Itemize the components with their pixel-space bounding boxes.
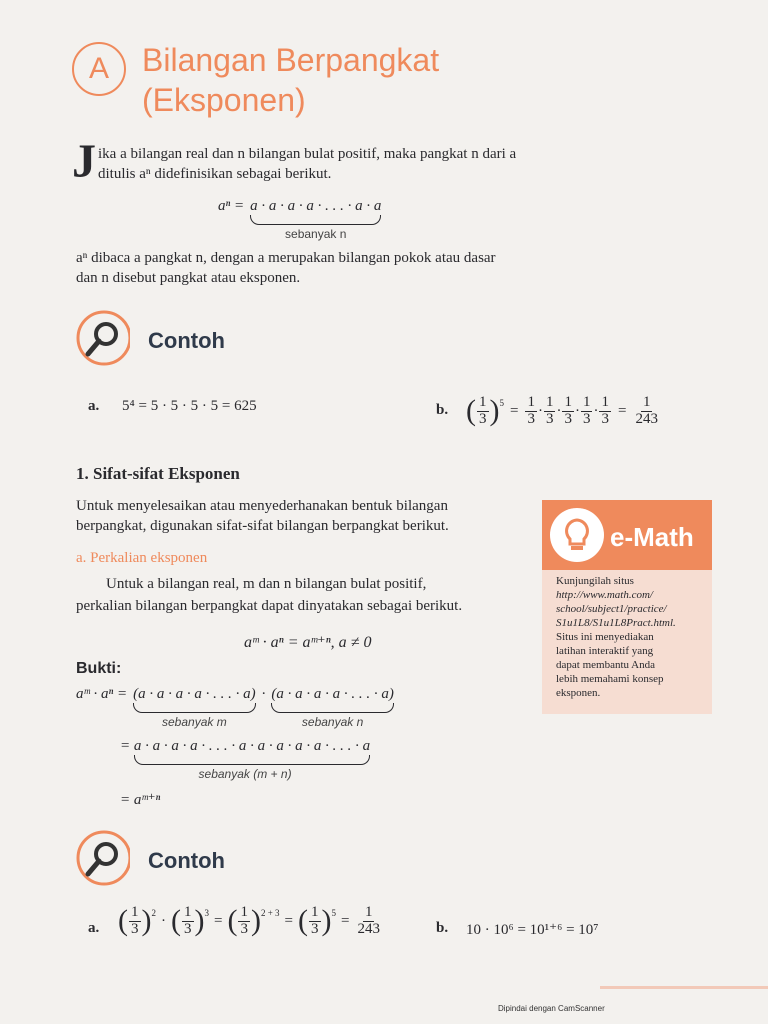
emath-banner (542, 500, 712, 570)
emath-body1: Situs ini menyediakan (556, 631, 654, 643)
section-title (142, 40, 439, 120)
magnifier-icon (74, 830, 130, 893)
intro-desc1: aⁿ dibaca a pangkat n, dengan a merupakan bilangan pokok atau dasar (76, 250, 496, 266)
sifat-para1: Untuk menyelesaikan atau menyederhanakan bentuk bilangan (76, 498, 448, 514)
bukti-brace2: sebanyak n (301, 715, 364, 729)
example2-b-expr: 10 · 10⁶ = 10¹⁺⁶ = 10⁷ (466, 922, 599, 938)
sifat-heading: 1. Sifat-sifat Eksponen (76, 464, 240, 483)
sub-para2: perkalian bilangan berpangkat dapat dinyatakan sebagai berikut. (76, 598, 463, 614)
sub-heading: a. Perkalian eksponen (76, 550, 208, 566)
emath-url3[interactable]: S1u1L8/S1u1L8Pract.html. (556, 617, 676, 629)
bukti-brace1: sebanyak m (162, 715, 227, 729)
bukti-label: Bukti: (76, 660, 122, 677)
formula-brace-label: sebanyak n (285, 227, 347, 241)
sifat-para2: berpangkat, digunakan sifat-sifat bilangan berpangkat berikut. (76, 518, 449, 534)
b-result-num: 1 (642, 393, 651, 410)
emath-text (556, 574, 676, 700)
formula-brace (250, 215, 381, 225)
scanner-footer: Dipindai dengan CamScanner (498, 1004, 605, 1013)
emath-url1[interactable]: http://www.math.com/ (556, 589, 653, 601)
section-title-line2: (Eksponen) (142, 82, 306, 118)
formula-brace-group (250, 198, 381, 241)
sub-para1: Untuk a bilangan real, m dan n bilangan bulat positif, (106, 576, 427, 592)
intro-line1: ika a bilangan real dan n bilangan bulat positif, maka pangkat n dari a (98, 146, 517, 162)
formula-lhs: aⁿ = (218, 198, 245, 214)
intro-desc2: dan n disebut pangkat atau eksponen. (76, 270, 301, 286)
emath-box (542, 500, 712, 714)
example-b-expr: ( $\frac{1}{3}$ ) $^5$ = $\frac{1}{3}$ · $\frac{1}{3}$ · $\frac{1}{3}$ · $\frac{1}{3}$ · $\frac{1}{3}$ = $\frac{1}{243}$ (466, 393, 658, 427)
example2-a-label: a. (88, 920, 100, 936)
emath-title: e-Math (610, 522, 694, 552)
dropcap: J (72, 135, 96, 188)
example-a-expr: 5⁴ = 5 · 5 · 5 · 5 = 625 (122, 398, 257, 414)
emath-line1: Kunjungilah situs (556, 575, 634, 587)
emath-body3: dapat membantu Anda (556, 659, 655, 671)
magnifier-icon (74, 310, 130, 373)
bukti-group1: (a · a · a · a · . . . · a) sebanyak m (133, 686, 256, 729)
b-num: 1 (479, 393, 487, 410)
formula-product: a · a · a · a · . . . · a · a (250, 198, 382, 214)
multiplication-rule: aᵐ · aⁿ = aᵐ⁺ⁿ, a ≠ 0 (244, 634, 372, 651)
example-b-label: b. (436, 402, 449, 418)
page-edge-divider (600, 986, 768, 989)
b-result-den: 243 (635, 410, 658, 427)
lightbulb-icon (550, 508, 604, 562)
definition-formula (218, 198, 381, 241)
bukti-line3: = aᵐ⁺ⁿ (120, 792, 161, 808)
bukti-brace3: sebanyak (m + n) (198, 767, 292, 781)
contoh-label: Contoh (148, 848, 225, 873)
emath-body2: latihan interaktif yang (556, 645, 654, 657)
section-badge (72, 42, 126, 96)
bukti-group2: (a · a · a · a · . . . · a) sebanyak n (271, 686, 394, 729)
b-den: 3 (479, 410, 487, 427)
section-title-line1: Bilangan Berpangkat (142, 42, 440, 78)
example-a-label: a. (88, 398, 100, 414)
b-exp: 5 (499, 398, 504, 408)
example2-b-label: b. (436, 920, 449, 936)
bukti-line2: = a · a · a · a · . . . · a · a · a · a · a · . . . · a (120, 738, 371, 754)
intro-line2: ditulis aⁿ didefinisikan sebagai berikut. (98, 166, 332, 182)
emath-body4: lebih memahami konsep (556, 673, 664, 685)
bukti-line2-group (120, 738, 370, 783)
bukti-line1: aᵐ · aⁿ = (a · a · a · a · . . . · a) sebanyak m · (a · a · a · a · . . . · a) sebanyak n (76, 686, 394, 729)
emath-body5: eksponen. (556, 687, 601, 699)
emath-url2[interactable]: school/subject1/practice/ (556, 603, 667, 615)
bukti-lhs: aᵐ · aⁿ = (76, 686, 128, 702)
contoh-label: Contoh (148, 328, 225, 353)
section-letter: A (88, 52, 109, 85)
example2-a-expr: ( $\frac{1}{3}$ ) $^2$ · ( $\frac{1}{3}$ ) $^3$ = ( $\frac{1}{3}$ ) $^{2 + 3}$ = ( $\frac{1}{3}$ ) $^5$ = $\frac{1}{243}$ (118, 903, 380, 937)
